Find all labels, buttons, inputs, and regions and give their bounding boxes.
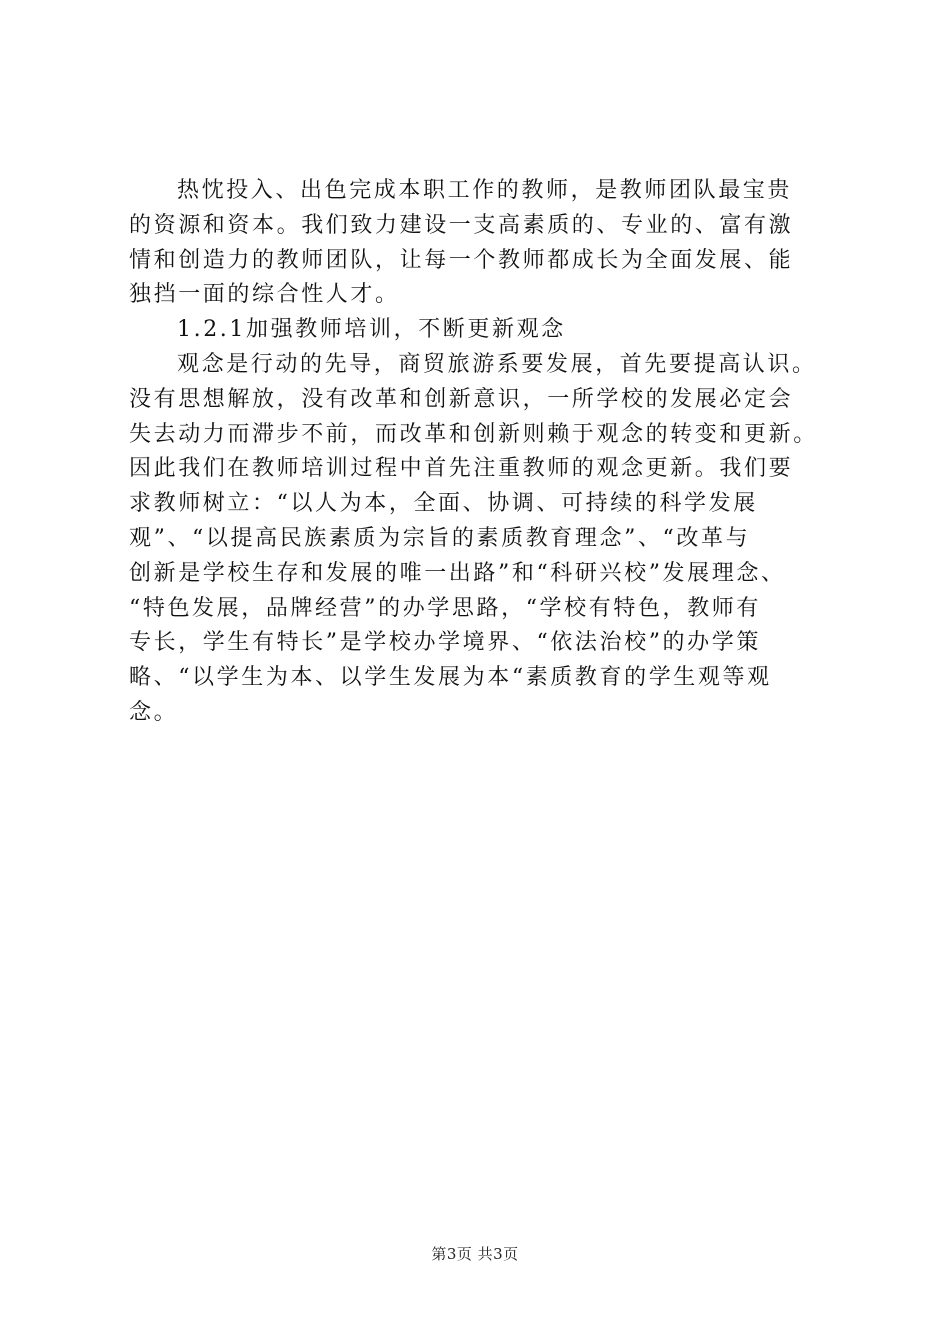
paragraph-line: 略、“以学生为本、以学生发展为本“素质教育的学生观等观 [129, 665, 772, 691]
paragraph-line: 创新是学校生存和发展的唯一出路”和“科研兴校”发展理念、 [129, 560, 786, 586]
paragraph-line: 热忱投入、出色完成本职工作的教师，是教师团队最宝贵 [177, 178, 793, 203]
paragraph-line: 没有思想解放，没有改革和创新意识，一所学校的发展必定会 [129, 386, 794, 412]
paragraph-line: 观念是行动的先导，商贸旅游系要发展，首先要提高认识。 [177, 351, 817, 377]
document-body [129, 174, 841, 731]
section-heading: 1.2.1加强教师培训，不断更新观念 [177, 317, 566, 343]
page-number-footer: 第3页 共3页 [431, 1245, 519, 1263]
paragraph-line: 求教师树立：“以人为本，全面、协调、可持续的科学发展 [129, 491, 758, 517]
paragraph-line: 情和创造力的教师团队，让每一个教师都成长为全面发展、能 [129, 247, 794, 273]
paragraph-line: “特色发展，品牌经营”的办学思路，“学校有特色，教师有 [129, 595, 761, 621]
paragraph-line: 因此我们在教师培训过程中首先注重教师的观念更新。我们要 [129, 456, 794, 482]
paragraph-line: 专长，学生有特长”是学校办学境界、“依法治校”的办学策 [129, 630, 761, 656]
paragraph-line: 独挡一面的综合性人才。 [129, 282, 400, 308]
paragraph-line: 的资源和资本。我们致力建设一支高素质的、专业的、富有激 [129, 212, 794, 238]
paragraph-line: 念。 [129, 699, 179, 725]
paragraph-line: 失去动力而滞步不前，而改革和创新则赖于观念的转变和更新。 [129, 421, 818, 447]
paragraph-line: 观”、“以提高民族素质为宗旨的素质教育理念”、“改革与 [129, 525, 751, 551]
